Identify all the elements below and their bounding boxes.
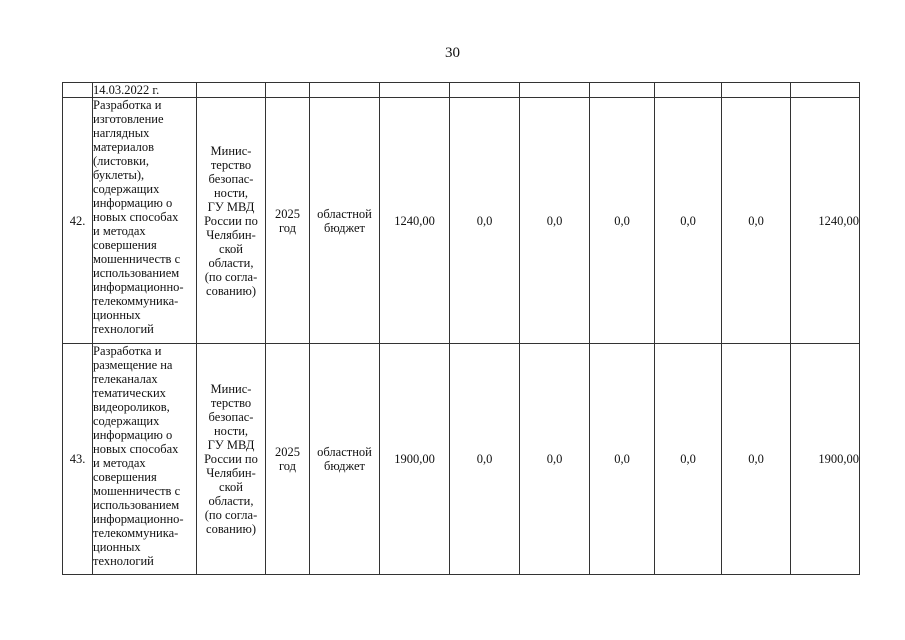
executor-cell: Минис- терство безопас- ности, ГУ МВД России по Челябин- ской области, (по согла- сованию) <box>197 344 266 575</box>
value-cell: 0,0 <box>520 344 590 575</box>
value-cell: 0,0 <box>722 98 791 344</box>
value-cell: 0,0 <box>722 344 791 575</box>
value-cell: 0,0 <box>450 344 520 575</box>
value-cell: 1240,00 <box>380 98 450 344</box>
funding-source-cell: областной бюджет <box>310 344 380 575</box>
table-row-43 <box>63 344 860 575</box>
row-number: 42. <box>63 98 93 344</box>
value-cell: 0,0 <box>590 98 655 344</box>
executor-cell: Минис- терство безопас- ности, ГУ МВД России по Челябин- ской области, (по согла- сованию) <box>197 98 266 344</box>
table-row-42 <box>63 98 860 344</box>
continuation-desc-cell: 14.03.2022 г. <box>93 83 197 98</box>
measure-description: Разработка и изготовление наглядных материалов (листовки, буклеты), содержащих информацию о новых способах и методах совершения мошенничеств с использованием информационно- телекоммуника- ционных технологий <box>93 98 197 344</box>
total-cell: 1240,00 <box>791 98 860 344</box>
page-number: 30 <box>445 45 460 61</box>
value-cell: 1900,00 <box>380 344 450 575</box>
funding-source-cell: областной бюджет <box>310 98 380 344</box>
continuation-num-cell <box>63 83 93 98</box>
program-table <box>62 82 860 575</box>
total-cell: 1900,00 <box>791 344 860 575</box>
year-cell: 2025 год <box>266 98 310 344</box>
value-cell: 0,0 <box>590 344 655 575</box>
measure-description: Разработка и размещение на телеканалах тематических видеороликов, содержащих информацию о новых способах и методах совершения мошенничеств с использованием информационно- телекоммуника- ционных технологий <box>93 344 197 575</box>
value-cell: 0,0 <box>450 98 520 344</box>
row-number: 43. <box>63 344 93 575</box>
value-cell: 0,0 <box>655 344 722 575</box>
continuation-row <box>63 83 860 98</box>
year-cell: 2025 год <box>266 344 310 575</box>
value-cell: 0,0 <box>520 98 590 344</box>
value-cell: 0,0 <box>655 98 722 344</box>
